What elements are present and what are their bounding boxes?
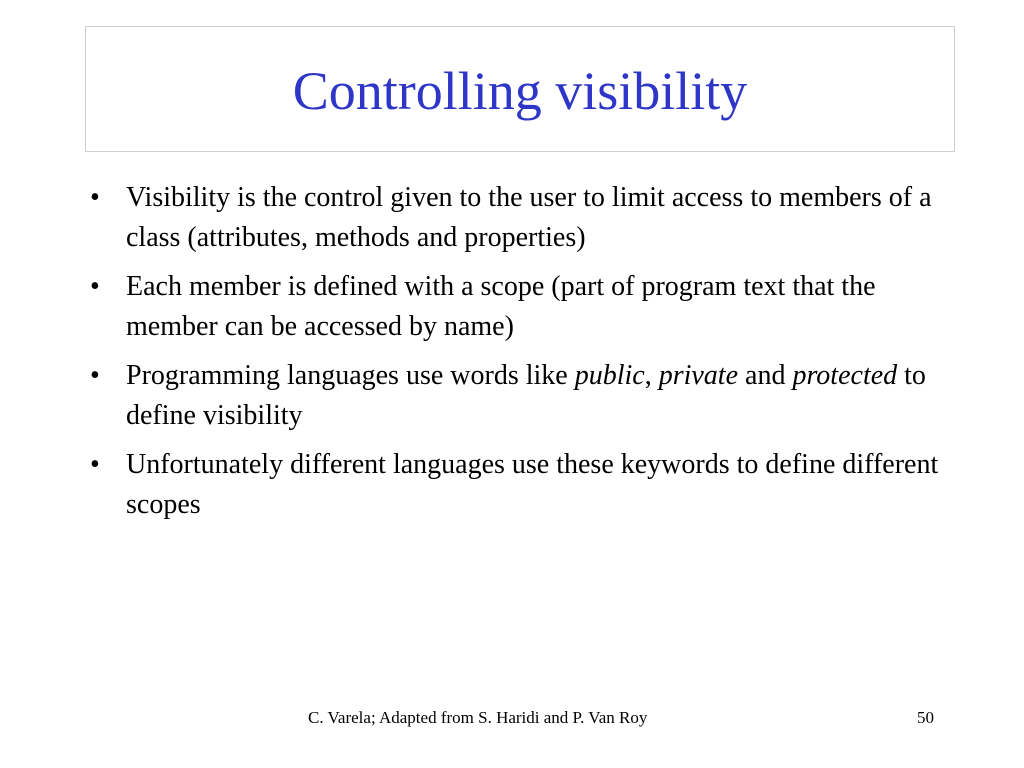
bullet-dot: • xyxy=(90,360,100,391)
bullet-item xyxy=(90,178,950,258)
page-number: 50 xyxy=(917,708,934,727)
bullet-dot: • xyxy=(90,182,100,213)
keyword-private: private xyxy=(658,360,739,391)
footer-credit: C. Varela; Adapted from S. Haridi and P. Van Roy xyxy=(308,708,648,727)
bullet-list xyxy=(90,178,950,534)
bullet-item xyxy=(90,445,950,525)
slide-title: Controlling visibility xyxy=(292,61,748,121)
bullet-dot: • xyxy=(90,449,100,480)
bullet-dot: • xyxy=(90,271,100,302)
bullet-text-prefix: Programming languages use words like xyxy=(126,360,575,391)
bullet-text: Visibility is the control given to the user to limit access to members of a class (attributes, methods and properties) xyxy=(126,182,932,253)
bullet-text: Unfortunately different languages use these keywords to define different scopes xyxy=(126,449,939,520)
slide-footer xyxy=(0,706,1024,730)
bullet-text-separator: , xyxy=(644,360,659,391)
bullet-item xyxy=(90,356,950,436)
bullet-text: Each member is defined with a scope (part of program text that the member can be accessed by name) xyxy=(126,271,876,342)
bullet-item xyxy=(90,267,950,347)
keyword-public: public xyxy=(574,360,645,391)
bullet-text-suffix: to define visibility xyxy=(126,360,926,431)
bullet-text-separator: and xyxy=(738,360,793,391)
bullet-text xyxy=(126,360,926,431)
title-box xyxy=(85,26,955,152)
keyword-protected: protected xyxy=(792,360,898,391)
